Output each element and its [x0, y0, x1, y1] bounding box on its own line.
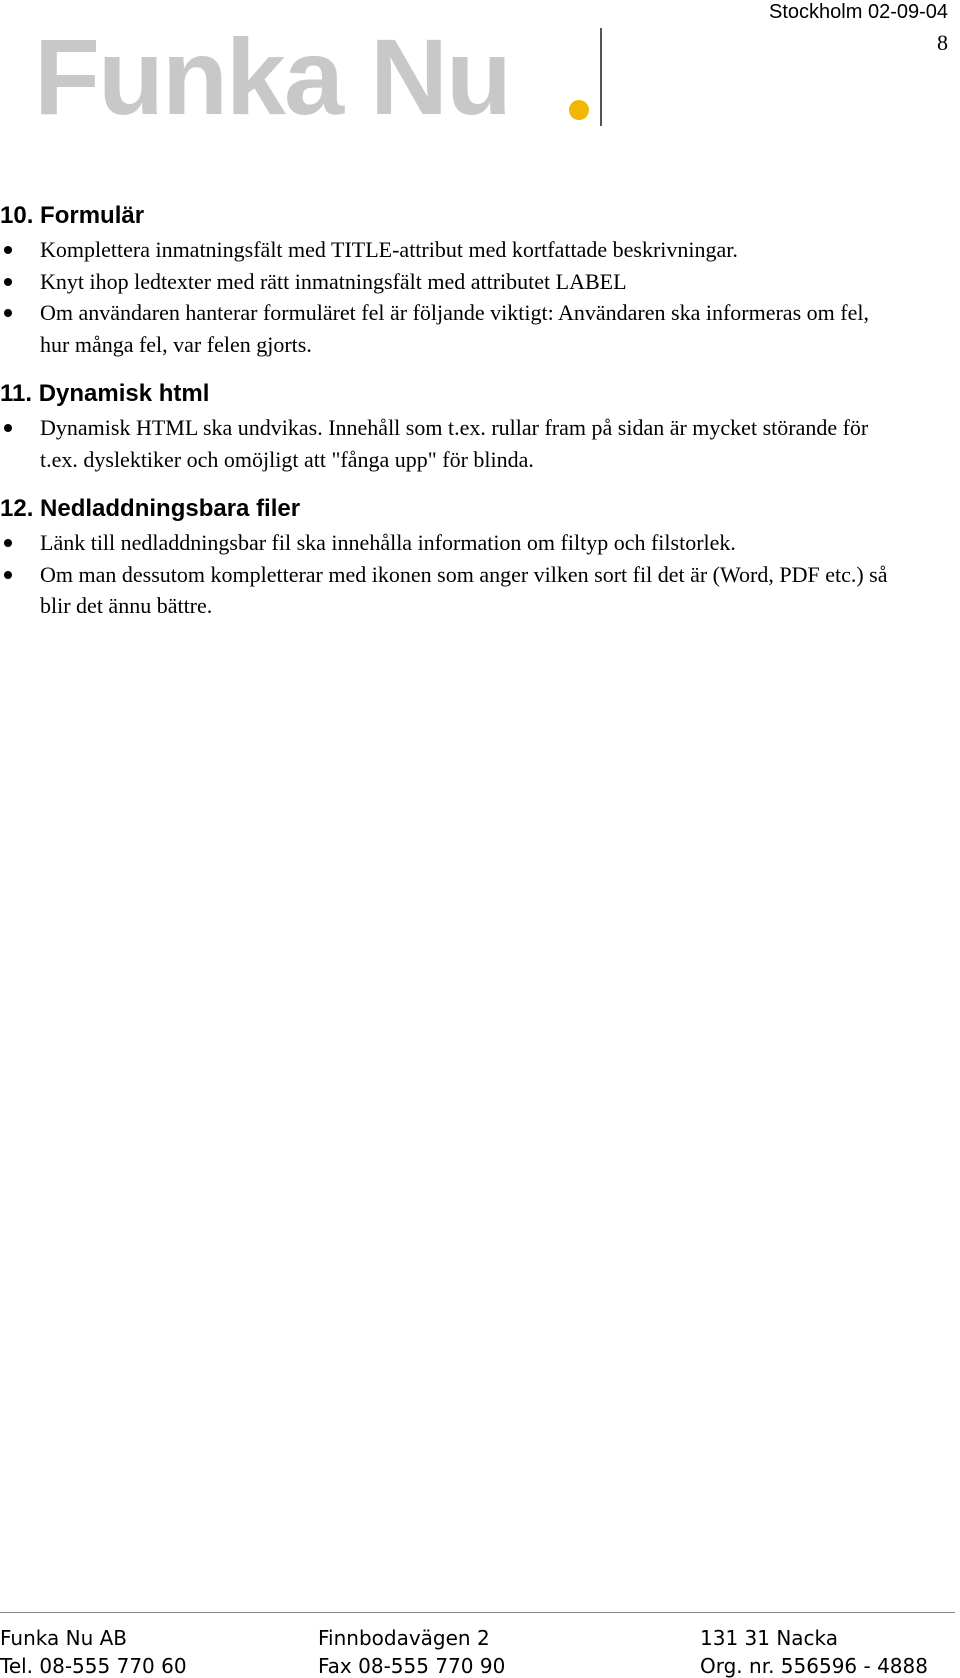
section-heading: 11. Dynamisk html: [0, 380, 210, 407]
bullet-icon: [4, 571, 12, 579]
bullet-icon: [4, 278, 12, 286]
list-item: [0, 266, 960, 298]
list-item-text: Knyt ihop ledtexter med rätt inmatningsfält med attributet LABEL: [40, 268, 627, 294]
section-heading: 10. Formulär: [0, 202, 145, 229]
section-nedladdningsbara-filer: [0, 493, 960, 622]
bullet-icon: [4, 246, 12, 254]
section-heading: 12. Nedladdningsbara filer: [0, 495, 301, 522]
document-body: [0, 200, 960, 640]
list-item: [0, 559, 960, 622]
footer-row: [0, 1624, 960, 1653]
bullet-list: [0, 527, 960, 622]
list-item-text: Om användaren hanterar formuläret fel är följande viktigt: Användaren ska informeras om fel, hur många fel, var felen gjorts.: [40, 300, 869, 357]
bullet-list: [0, 234, 960, 360]
list-item-text: Dynamisk HTML ska undvikas. Innehåll som t.ex. rullar fram på sidan är mycket störande för t.ex. dyslektiker och omöjligt att "fånga upp" för blinda.: [40, 415, 869, 472]
bullet-icon: [4, 424, 12, 432]
bullet-icon: [4, 309, 12, 317]
funka-nu-logo: [34, 16, 594, 137]
footer-divider: [0, 1612, 955, 1613]
list-item-text: Länk till nedladdningsbar fil ska innehålla information om filtyp och filstorlek.: [40, 530, 736, 555]
list-item: [0, 297, 960, 360]
footer-address: Finnbodavägen 2: [318, 1626, 490, 1650]
list-item: [0, 234, 960, 266]
bullet-icon: [4, 539, 12, 547]
list-item: [0, 412, 960, 475]
logo-dot-icon: [569, 100, 589, 120]
header-date: Stockholm 02-09-04: [769, 1, 948, 23]
footer-postal: 131 31 Nacka: [700, 1626, 839, 1650]
footer-org-number: Org. nr. 556596 - 4888: [700, 1654, 928, 1678]
list-item: [0, 527, 960, 559]
list-item-text: Om man dessutom kompletterar med ikonen som anger vilken sort fil det är (Word, PDF etc.) så blir det ännu bättre.: [40, 561, 888, 618]
section-dynamisk-html: [0, 378, 960, 475]
page-number: 8: [937, 30, 948, 55]
section-formular: [0, 200, 960, 360]
footer-row: [0, 1652, 960, 1678]
logo-divider: [600, 28, 602, 126]
footer-company: Funka Nu AB: [0, 1626, 128, 1650]
bullet-list: [0, 412, 960, 475]
footer-fax: Fax 08-555 770 90: [318, 1654, 506, 1678]
logo-wordmark: Funka Nu: [34, 16, 511, 137]
list-item-text: Komplettera inmatningsfält med TITLE-attribut med kortfattade beskrivningar.: [40, 237, 738, 262]
footer-phone: Tel. 08-555 770 60: [0, 1654, 187, 1678]
